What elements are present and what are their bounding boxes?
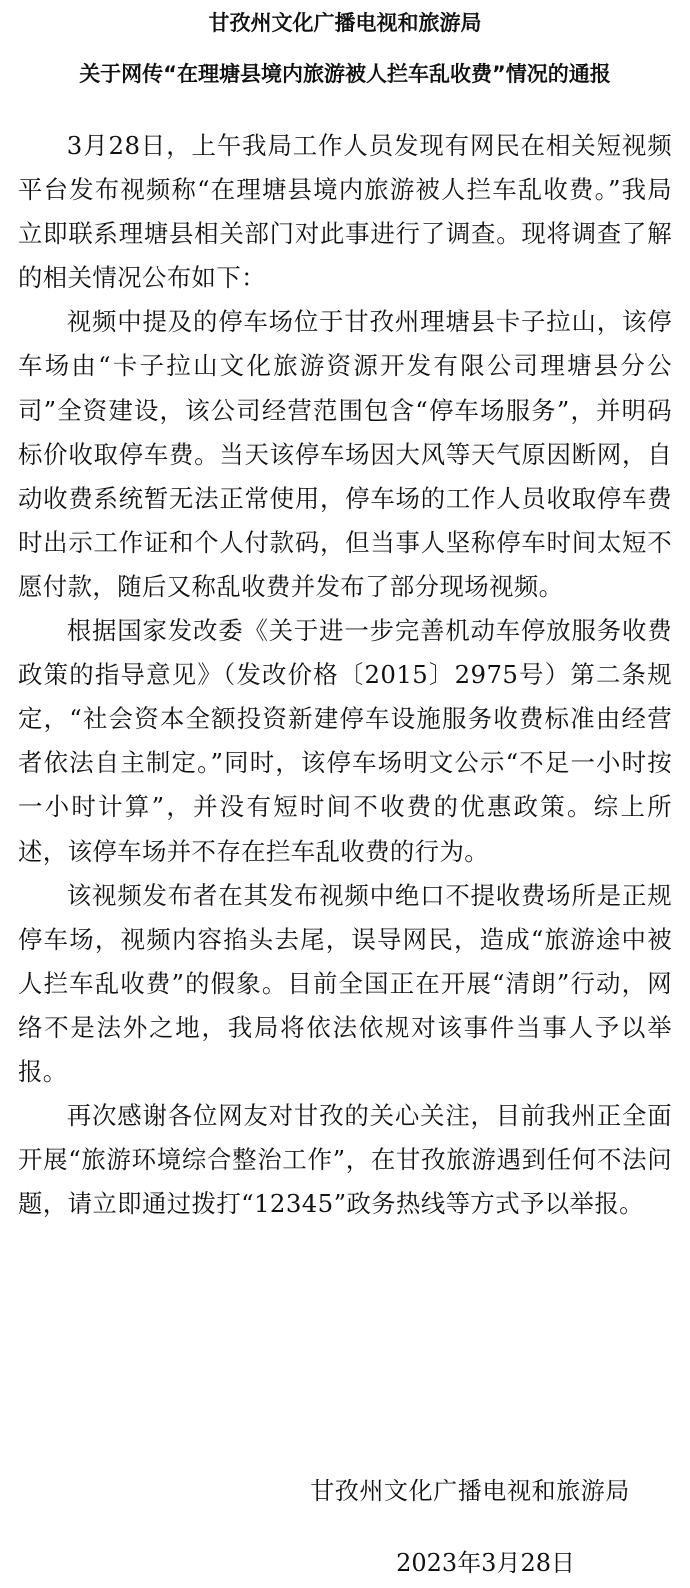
paragraph-conclusion: 该视频发布者在其发布视频中绝口不提收费场所是正规停车场，视频内容掐头去尾，误导网民，造成“旅游途中被人拦车乱收费”的假象。目前全国正在开展“清朗”行动，网络不是法外之地，我局将依法依规对该事件当事人予以举报。: [18, 880, 672, 1086]
notice-title: 关于网传“在理塘县境内旅游被人拦车乱收费”情况的通报: [79, 62, 611, 86]
paragraph-intro: 3月28日，上午我局工作人员发现有网民在相关短视频平台发布视频称“在理塘县境内旅游被人拦车乱收费。”我局立即联系理塘县相关部门对此事进行了调查。现将调查了解的相关情况公布如下：: [18, 131, 672, 293]
signature-organization: 甘孜州文化广播电视和旅游局: [310, 1477, 630, 1505]
notice-body: [18, 124, 672, 1226]
paragraph-regulation: 根据国家发改委《关于进一步完善机动车停放服务收费政策的指导意见》（发改价格〔2015〕2975号）第二条规定，“社会资本全额投资新建停车设施服务收费标准由经营者依法自主制定。”同时，该停车场明文公示“不足一小时按一小时计算”，并没有短时间不收费的优惠政策。综上所述，该停车场并不存在拦车乱收费的行为。: [18, 616, 672, 866]
issuing-organization-title: 甘孜州文化广播电视和旅游局: [208, 11, 482, 35]
paragraph-facts: 视频中提及的停车场位于甘孜州理塘县卡子拉山，该停车场由“卡子拉山文化旅游资源开发有限公司理塘县分公司”全资建设，该公司经营范围包含“停车场服务”，并明码标价收取停车费。当天该停车场因大风等天气原因断网，自动收费系统暂无法正常使用，停车场的工作人员收取停车费时出示工作证和个人付款码，但当事人坚称停车时间太短不愿付款，随后又称乱收费并发布了部分现场视频。: [18, 307, 672, 601]
signature-date: 2023年3月28日: [396, 1549, 575, 1577]
paragraph-thanks: 再次感谢各位网友对甘孜的关心关注，目前我州正全面开展“旅游环境综合整治工作”，在甘孜旅游遇到任何不法问题，请立即通过拨打“12345”政务热线等方式予以举报。: [18, 1101, 672, 1219]
